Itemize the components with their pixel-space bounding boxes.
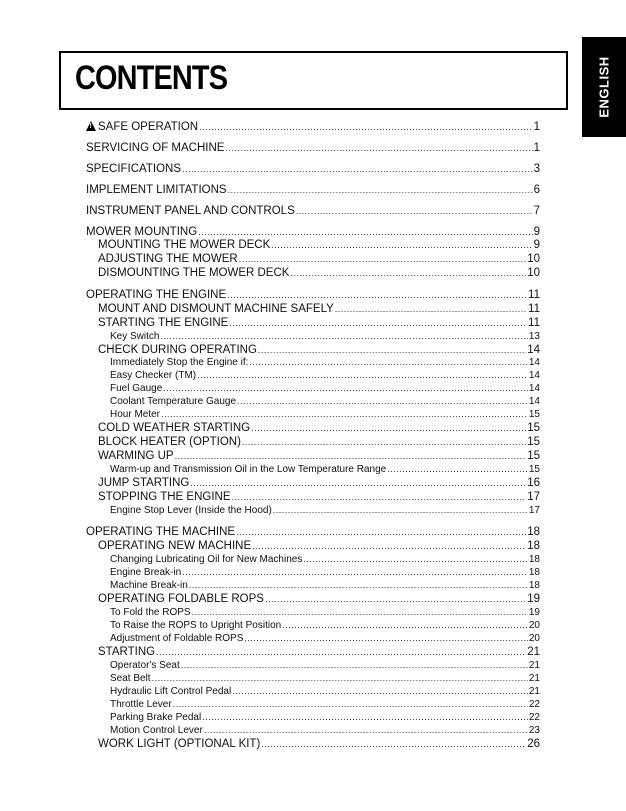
toc-entry[interactable] bbox=[98, 238, 540, 252]
toc-entry[interactable] bbox=[98, 421, 540, 435]
toc-entry-label bbox=[86, 288, 226, 302]
toc-entry[interactable] bbox=[110, 723, 540, 737]
toc-entry-page: 19 bbox=[528, 607, 540, 618]
toc-entry-text: BLOCK HEATER (OPTION) bbox=[98, 436, 241, 448]
dot-leader bbox=[273, 503, 528, 517]
toc-entry-text: MOWER MOUNTING bbox=[86, 226, 198, 238]
toc-entry-page: 10 bbox=[527, 267, 540, 279]
toc-entry-label bbox=[98, 435, 241, 449]
toc-entry-text: To Raise the ROPS to Upright Position bbox=[110, 620, 282, 631]
toc-entry-page: 19 bbox=[527, 593, 540, 605]
toc-entry-page: 21 bbox=[528, 686, 540, 697]
toc-entry-label bbox=[110, 504, 272, 518]
toc-entry-label bbox=[86, 225, 197, 239]
toc-entry-label bbox=[98, 302, 334, 316]
toc-entry-text: OPERATING FOLDABLE ROPS bbox=[98, 593, 264, 605]
toc-entry-label bbox=[98, 316, 228, 330]
dot-leader bbox=[282, 618, 528, 632]
dot-leader bbox=[237, 394, 528, 408]
toc-entry[interactable] bbox=[110, 329, 540, 343]
dot-leader bbox=[204, 723, 528, 737]
toc-entry-page: 11 bbox=[528, 317, 540, 329]
dot-leader bbox=[161, 407, 528, 421]
toc-entry-page: 14 bbox=[528, 357, 540, 368]
toc-entry-label bbox=[110, 724, 203, 738]
toc-entry-page: 21 bbox=[527, 646, 540, 658]
toc-entry[interactable] bbox=[110, 355, 540, 369]
toc-entry-label bbox=[86, 162, 181, 176]
toc-entry-text: OPERATING THE ENGINE bbox=[86, 289, 227, 301]
toc-entry-label bbox=[98, 592, 264, 606]
toc-entry-page: 6 bbox=[533, 184, 540, 196]
toc-entry-text: Seat Belt bbox=[110, 673, 151, 684]
toc-entry-text: OPERATING THE MACHINE bbox=[86, 526, 236, 538]
toc-entry-text: CHECK DURING OPERATING bbox=[98, 344, 257, 356]
toc-entry-label bbox=[110, 463, 386, 477]
language-tab-label: ENGLISH bbox=[596, 56, 612, 118]
dot-leader bbox=[387, 462, 528, 476]
toc-entry-label bbox=[86, 120, 198, 134]
toc-entry-page: 14 bbox=[528, 383, 540, 394]
dot-leader bbox=[160, 329, 527, 343]
toc-entry-text: Warm-up and Transmission Oil in the Low Temperature Range bbox=[110, 464, 387, 475]
toc-entry-text: Engine Stop Lever (Inside the Hood) bbox=[110, 505, 272, 516]
dot-leader bbox=[202, 710, 528, 724]
dot-leader bbox=[236, 525, 526, 539]
dot-leader bbox=[152, 671, 528, 685]
toc-entry-label bbox=[98, 266, 289, 280]
toc-entry-page: 11 bbox=[528, 303, 540, 315]
toc-entry[interactable] bbox=[110, 671, 540, 685]
toc-entry[interactable] bbox=[110, 462, 540, 476]
dot-leader bbox=[163, 381, 528, 395]
toc-entry[interactable] bbox=[98, 476, 540, 490]
toc-entry[interactable] bbox=[86, 225, 540, 239]
toc-entry[interactable] bbox=[98, 266, 540, 280]
toc-entry-text: SPECIFICATIONS bbox=[86, 163, 181, 175]
toc-entry-text: WORK LIGHT (OPTIONAL KIT) bbox=[98, 738, 261, 750]
dot-leader bbox=[249, 355, 527, 369]
toc-entry-page: 21 bbox=[528, 660, 540, 671]
dot-leader bbox=[189, 578, 528, 592]
toc-entry[interactable] bbox=[110, 684, 540, 698]
toc-entry-text: Engine Break-in bbox=[110, 567, 182, 578]
toc-entry[interactable] bbox=[110, 503, 540, 517]
dot-leader bbox=[229, 316, 527, 330]
toc-entry-text: SAFE OPERATION bbox=[98, 121, 199, 133]
toc-entry[interactable] bbox=[98, 645, 540, 659]
toc-entry-label bbox=[110, 632, 243, 646]
toc-entry[interactable] bbox=[110, 552, 540, 566]
dot-leader bbox=[181, 658, 528, 672]
toc-entry-text: Coolant Temperature Gauge bbox=[110, 396, 237, 407]
dot-leader bbox=[198, 225, 532, 239]
toc-entry-text: WARMING UP bbox=[98, 450, 174, 462]
dot-leader bbox=[228, 183, 533, 197]
dot-leader bbox=[182, 162, 533, 176]
toc-entry-page: 14 bbox=[528, 396, 540, 407]
toc-entry-label bbox=[98, 490, 231, 504]
dot-leader bbox=[227, 288, 527, 302]
dot-leader bbox=[173, 697, 528, 711]
toc-entry[interactable] bbox=[86, 162, 540, 176]
dot-leader bbox=[156, 645, 526, 659]
toc-entry-text: Adjustment of Foldable ROPS bbox=[110, 633, 244, 644]
toc-entry-text: Changing Lubricating Oil for New Machines bbox=[110, 554, 303, 565]
toc-entry[interactable] bbox=[98, 490, 540, 504]
toc-entry-page: 22 bbox=[528, 699, 540, 710]
toc-entry[interactable] bbox=[86, 120, 540, 134]
toc-entry-page: 1 bbox=[533, 142, 540, 154]
toc-entry-text: DISMOUNTING THE MOWER DECK bbox=[98, 267, 290, 279]
toc-entry-text: Key Switch bbox=[110, 331, 160, 342]
toc-entry-text: Fuel Gauge bbox=[110, 383, 163, 394]
toc-entry-label bbox=[98, 645, 155, 659]
toc-entry[interactable] bbox=[98, 592, 540, 606]
toc-entry-page: 9 bbox=[533, 239, 540, 251]
dot-leader bbox=[232, 490, 527, 504]
toc-entry-page: 18 bbox=[528, 554, 540, 565]
toc-entry[interactable] bbox=[110, 565, 540, 579]
toc-entry-text: Machine Break-in bbox=[110, 580, 188, 591]
toc-entry[interactable] bbox=[110, 697, 540, 711]
toc-entry-page: 15 bbox=[527, 422, 540, 434]
toc-entry-label bbox=[110, 408, 160, 422]
dot-leader bbox=[175, 449, 527, 463]
toc-entry-text: Hour Meter bbox=[110, 409, 161, 420]
toc-entry-page: 23 bbox=[528, 725, 540, 736]
toc-entry[interactable] bbox=[110, 605, 540, 619]
toc-entry-text: Motion Control Lever bbox=[110, 725, 203, 736]
toc-entry-page: 15 bbox=[527, 450, 540, 462]
dot-leader bbox=[192, 605, 528, 619]
dot-leader bbox=[244, 631, 527, 645]
dot-leader bbox=[290, 266, 526, 280]
toc-entry-text: Immediately Stop the Engine if: bbox=[110, 357, 249, 368]
toc-entry-page: 22 bbox=[528, 712, 540, 723]
toc-entry[interactable] bbox=[86, 141, 540, 155]
dot-leader bbox=[182, 565, 528, 579]
toc-entry[interactable] bbox=[110, 381, 540, 395]
toc-entry[interactable] bbox=[98, 302, 540, 316]
toc-entry-text: Throttle Lever bbox=[110, 699, 172, 710]
toc-entry[interactable] bbox=[98, 316, 540, 330]
toc-entry-label bbox=[98, 252, 238, 266]
toc-entry[interactable] bbox=[110, 407, 540, 421]
toc-entry-page: 20 bbox=[528, 620, 540, 631]
toc-entry-page: 9 bbox=[533, 226, 540, 238]
toc-entry-text: ADJUSTING THE MOWER bbox=[98, 253, 238, 265]
toc-entry-text: STARTING bbox=[98, 646, 156, 658]
dot-leader bbox=[225, 141, 532, 155]
toc-entry-label bbox=[98, 238, 270, 252]
dot-leader bbox=[261, 737, 526, 751]
toc-entry-label bbox=[86, 204, 295, 218]
toc-entry[interactable] bbox=[98, 539, 540, 553]
toc-entry[interactable] bbox=[110, 394, 540, 408]
toc-entry-page: 26 bbox=[527, 738, 540, 750]
toc-entry-text: JUMP STARTING bbox=[98, 477, 190, 489]
toc-entry-text: Hydraulic Lift Control Pedal bbox=[110, 686, 232, 697]
toc-entry-label bbox=[98, 449, 174, 463]
page-title: CONTENTS bbox=[75, 59, 228, 97]
toc-entry-page: 21 bbox=[528, 673, 540, 684]
dot-leader bbox=[265, 592, 526, 606]
dot-leader bbox=[239, 252, 526, 266]
toc-entry-page: 20 bbox=[528, 633, 540, 644]
toc-entry-text: INSTRUMENT PANEL AND CONTROLS bbox=[86, 205, 295, 217]
toc-entry-page: 15 bbox=[528, 409, 540, 420]
dot-leader bbox=[190, 476, 526, 490]
dot-leader bbox=[199, 120, 532, 134]
toc-entry[interactable] bbox=[86, 204, 540, 218]
toc-entry-label bbox=[86, 525, 235, 539]
dot-leader bbox=[242, 435, 526, 449]
toc-entry-page: 1 bbox=[533, 121, 540, 133]
dot-leader bbox=[252, 539, 526, 553]
toc-entry-page: 15 bbox=[528, 464, 540, 475]
toc-entry[interactable] bbox=[98, 252, 540, 266]
toc-entry-text: Parking Brake Pedal bbox=[110, 712, 202, 723]
toc-entry-page: 18 bbox=[528, 580, 540, 591]
toc-entry-text: Operator's Seat bbox=[110, 660, 180, 671]
toc-entry-text: MOUNT AND DISMOUNT MACHINE SAFELY bbox=[98, 303, 334, 315]
toc-entry-page: 10 bbox=[527, 253, 540, 265]
toc-entry-text: STOPPING THE ENGINE bbox=[98, 491, 231, 503]
toc-entry-page: 15 bbox=[527, 436, 540, 448]
toc-entry[interactable] bbox=[98, 435, 540, 449]
toc-entry-page: 13 bbox=[528, 331, 540, 342]
toc-entry-label bbox=[86, 183, 227, 197]
toc-entry-page: 14 bbox=[527, 344, 540, 356]
toc-entry-text: To Fold the ROPS bbox=[110, 607, 191, 618]
toc-entry-page: 14 bbox=[528, 370, 540, 381]
toc-entry-page: 17 bbox=[527, 491, 540, 503]
toc-entry-label bbox=[110, 330, 159, 344]
toc-entry-text: Easy Checker (TM) bbox=[110, 370, 197, 381]
toc-entry[interactable] bbox=[110, 578, 540, 592]
dot-leader bbox=[335, 302, 527, 316]
toc-entry[interactable] bbox=[110, 710, 540, 724]
toc-entry-text: OPERATING NEW MACHINE bbox=[98, 540, 252, 552]
toc-entry[interactable] bbox=[86, 288, 540, 302]
warning-icon bbox=[86, 121, 96, 131]
toc-entry-page: 17 bbox=[528, 505, 540, 516]
toc-entry-label bbox=[98, 539, 251, 553]
toc-entry[interactable] bbox=[110, 618, 540, 632]
toc-entry-label bbox=[98, 476, 189, 490]
toc-entry[interactable] bbox=[86, 525, 540, 539]
toc-entry[interactable] bbox=[110, 368, 540, 382]
dot-leader bbox=[232, 684, 528, 698]
toc-entry-page: 3 bbox=[533, 163, 540, 175]
toc-entry[interactable] bbox=[86, 183, 540, 197]
toc-entry-label bbox=[98, 421, 250, 435]
toc-entry-page: 18 bbox=[528, 567, 540, 578]
toc-entry[interactable] bbox=[98, 449, 540, 463]
toc-entry-text: MOUNTING THE MOWER DECK bbox=[98, 239, 271, 251]
dot-leader bbox=[197, 368, 528, 382]
dot-leader bbox=[303, 552, 528, 566]
dot-leader bbox=[271, 238, 532, 252]
toc-entry-text: STARTING THE ENGINE bbox=[98, 317, 229, 329]
toc-entry-page: 18 bbox=[527, 540, 540, 552]
toc-entry[interactable] bbox=[110, 658, 540, 672]
dot-leader bbox=[251, 421, 526, 435]
toc-entry-page: 18 bbox=[527, 526, 540, 538]
toc-entry-label bbox=[98, 737, 260, 751]
toc-entry-label bbox=[86, 141, 224, 155]
toc-entry-page: 11 bbox=[528, 289, 540, 301]
toc-entry-text: IMPLEMENT LIMITATIONS bbox=[86, 184, 227, 196]
toc-entry[interactable] bbox=[110, 631, 540, 645]
dot-leader bbox=[296, 204, 533, 218]
toc-entry-label bbox=[110, 579, 188, 593]
toc-entry[interactable] bbox=[98, 737, 540, 751]
toc-entry-text: SERVICING OF MACHINE bbox=[86, 142, 225, 154]
toc-entry-text: COLD WEATHER STARTING bbox=[98, 422, 251, 434]
toc-entry-page: 16 bbox=[527, 477, 540, 489]
toc-entry-page: 7 bbox=[533, 205, 540, 217]
